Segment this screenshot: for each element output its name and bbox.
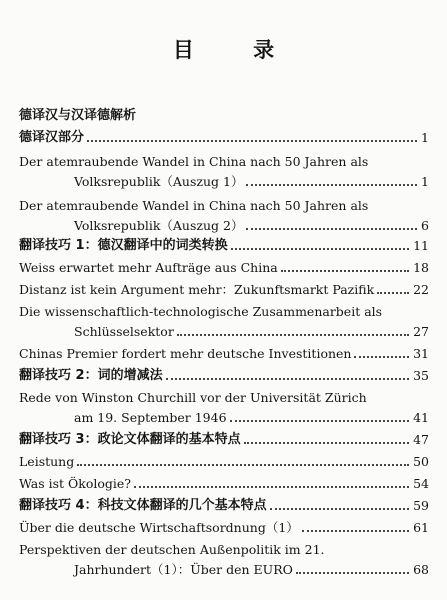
toc-page-number: 59 [413,498,429,513]
toc-entry-title: 德译汉部分 [19,130,85,145]
toc-entry[interactable] [19,342,429,362]
toc-leader [231,248,410,250]
toc-page-number: 6 [421,218,429,233]
toc-entry-title: Schlüsselsektor [74,324,174,339]
toc-entry[interactable] [19,450,429,470]
toc-entry[interactable] [74,558,429,578]
toc-entry-title: Leistung [19,454,75,469]
toc-entry-title: 翻译技巧 3：政论文体翻译的基本特点 [19,432,241,447]
toc-entry-title: Über die deutsche Wirtschaftsordnung（1） [19,520,299,535]
toc-leader [302,530,409,532]
section-heading: 德译汉与汉译德解析 [19,108,137,123]
toc-entry[interactable] [19,472,429,492]
toc-entry[interactable] [74,170,429,190]
toc-leader [296,572,409,574]
toc-entry[interactable] [19,516,429,536]
toc-entry[interactable] [74,406,429,426]
toc-entry-line: Rede von Winston Churchill vor der Universität Zürich [19,390,367,405]
toc-page-number: 22 [413,282,429,297]
toc-entry[interactable] [19,278,429,298]
toc-page-number: 50 [413,454,429,469]
toc-entry-title: 翻译技巧 1：德汉翻译中的词类转换 [19,238,228,253]
toc-leader [281,270,409,272]
toc-leader [230,420,410,422]
toc-entry-title: Chinas Premier fordert mehr deutsche Investitionen [19,346,352,361]
toc-entry[interactable] [19,256,429,276]
toc-entry-title: Volksrepublik（Auszug 1） [74,174,244,189]
page-title: 目 录 [172,37,301,62]
toc-entry[interactable] [19,126,429,146]
toc-leader [177,334,409,336]
toc-entry-line: Der atemraubende Wandel in China nach 50 Jahren als [19,154,369,169]
toc-entry-title: Jahrhundert（1）：Über den EURO [74,562,293,577]
toc-entry-title: am 19. September 1946 [74,410,227,425]
toc-leader [77,464,409,466]
toc-page-number: 54 [413,476,429,491]
toc-entry-title: Distanz ist kein Argument mehr：Zukunftsmarkt Pazifik [19,282,375,297]
toc-page-number: 1 [421,174,429,189]
toc-leader [246,228,417,230]
toc-entry[interactable] [74,214,429,234]
toc-page-number: 11 [413,238,429,253]
toc-page-number: 1 [421,130,429,145]
toc-entry-title: 翻译技巧 4：科技文体翻译的几个基本特点 [19,498,267,513]
toc-page-number: 18 [413,260,429,275]
toc-page-number: 31 [413,346,429,361]
toc-page-number: 35 [413,368,429,383]
toc-leader [166,378,410,380]
toc-page-number: 61 [413,520,429,535]
toc-entry-line: Die wissenschaftlich-technologische Zusammenarbeit als [19,304,383,319]
toc-page-number: 68 [413,562,429,577]
toc-leader [87,140,417,142]
toc-entry[interactable] [19,494,429,514]
toc-page-number: 27 [413,324,429,339]
toc-leader [354,356,409,358]
toc-page-number: 41 [413,410,429,425]
toc-page-number: 47 [413,432,429,447]
toc-leader [134,486,409,488]
toc-leader [270,508,410,510]
toc-entry-title: Weiss erwartet mehr Aufträge aus China [19,260,278,275]
toc-entry[interactable] [19,234,429,254]
toc-entry[interactable] [74,320,429,340]
toc-entry-title: 翻译技巧 2：词的增减法 [19,368,163,383]
toc-entry-line: Perspektiven der deutschen Außenpolitik im 21. [19,542,325,557]
toc-leader [377,292,409,294]
toc-entry-title: Was ist Ökologie? [19,476,131,491]
toc-leader [246,184,417,186]
toc-entry[interactable] [19,364,429,384]
toc-entry-line: Der atemraubende Wandel in China nach 50 Jahren als [19,198,369,213]
toc-leader [244,442,410,444]
toc-entry[interactable] [19,428,429,448]
toc-entry-title: Volksrepublik（Auszug 2） [74,218,244,233]
